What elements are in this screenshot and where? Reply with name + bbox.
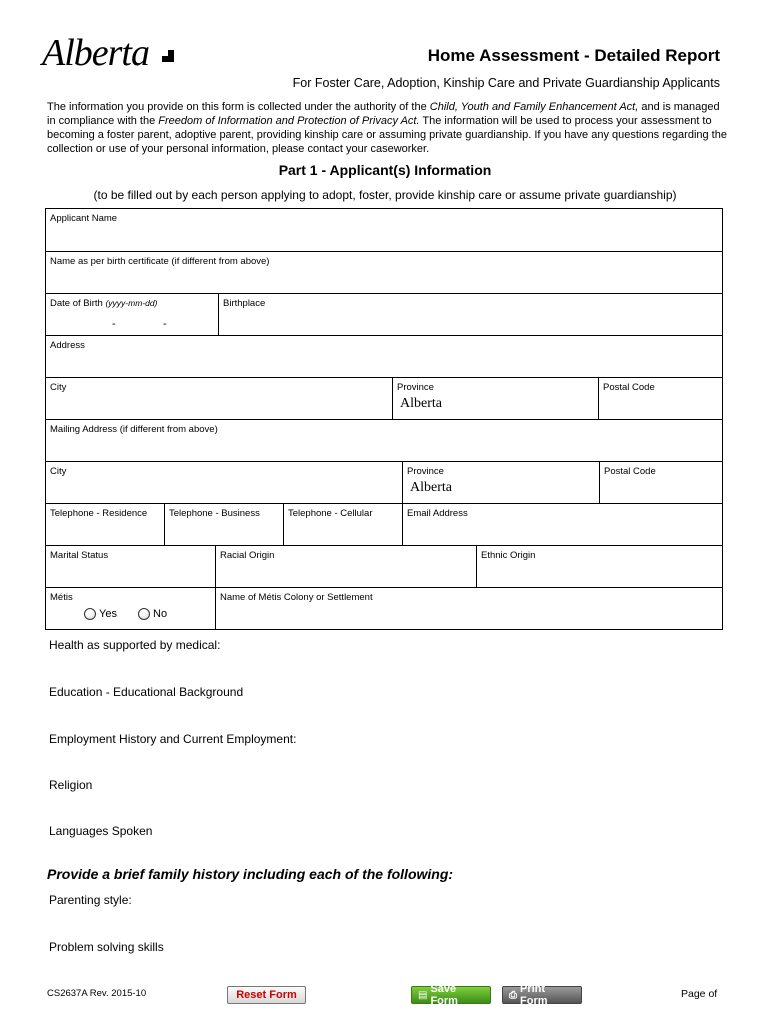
metis-colony-field[interactable] — [215, 588, 722, 629]
email-field[interactable] — [402, 504, 722, 545]
print-form-label: Print Form — [520, 983, 548, 1007]
employment-heading: Employment History and Current Employment: — [49, 732, 297, 746]
metis-yes-label: Yes — [99, 608, 117, 620]
address-field[interactable] — [46, 336, 722, 377]
applicant-name-label: Applicant Name — [50, 213, 118, 224]
ethnic-origin-label: Ethnic Origin — [481, 550, 536, 561]
racial-origin-label: Racial Origin — [220, 550, 275, 561]
postal-code-field[interactable] — [598, 378, 722, 419]
alberta-logo — [42, 32, 182, 74]
metis-no-radio[interactable] — [138, 608, 167, 620]
intro-text-3: The information will be used to process your assessment to becoming a foster parent, adoptive parent, providing kinship care or assuming private guardianship. If you have any questions regarding the collection or use of your personal information, please contact your caseworker. — [47, 115, 727, 155]
intro-paragraph — [47, 100, 727, 156]
page-title: Home Assessment - Detailed Report — [427, 46, 720, 65]
education-heading: Education - Educational Background — [49, 685, 244, 699]
province-value: Alberta — [400, 396, 442, 411]
mailing-province-value: Alberta — [410, 480, 452, 495]
tel-business-field[interactable] — [164, 504, 283, 545]
dob-sep-1: - — [112, 318, 116, 330]
metis-no-label: No — [153, 608, 168, 620]
radio-circle-icon — [138, 608, 150, 620]
dob-label: Date of Birth (yyyy-mm-dd) — [50, 298, 158, 309]
birth-cert-name-label: Name as per birth certificate (if different from above) — [50, 256, 270, 267]
province-label: Province — [397, 382, 434, 393]
health-heading: Health as supported by medical: — [49, 638, 221, 652]
birth-cert-name-field[interactable] — [46, 252, 722, 293]
mailing-postal-code-field[interactable] — [599, 462, 722, 503]
logo-text: Alberta — [42, 32, 149, 74]
tel-cellular-label: Telephone - Cellular — [288, 508, 373, 519]
applicant-name-field[interactable] — [46, 209, 722, 251]
intro-act-1: Child, Youth and Family Enhancement Act, — [429, 101, 639, 113]
marital-status-field[interactable] — [46, 546, 215, 587]
province-field[interactable] — [392, 378, 598, 419]
metis-label: Métis — [50, 592, 73, 603]
save-icon: ▤ — [418, 989, 428, 1001]
dob-sep-2: - — [163, 318, 167, 330]
dob-field[interactable] — [46, 294, 218, 335]
marital-status-label: Marital Status — [50, 550, 109, 561]
postal-code-label: Postal Code — [603, 382, 655, 393]
tel-cellular-field[interactable] — [283, 504, 402, 545]
radio-circle-icon — [84, 608, 96, 620]
save-form-button[interactable] — [411, 983, 491, 1007]
mailing-address-label: Mailing Address (if different from above) — [50, 424, 218, 435]
tel-business-label: Telephone - Business — [169, 508, 260, 519]
tel-residence-field[interactable] — [46, 504, 164, 545]
mailing-address-field[interactable] — [46, 420, 722, 461]
problem-solving-heading: Problem solving skills — [49, 940, 164, 954]
part1-subtitle: (to be filled out by each person applying to adopt, foster, provide kinship care or assume private guardianship) — [93, 188, 677, 202]
print-form-button[interactable] — [502, 983, 582, 1007]
metis-colony-label: Name of Métis Colony or Settlement — [220, 592, 373, 603]
logo-mark-icon — [162, 50, 176, 64]
religion-heading: Religion — [49, 778, 93, 792]
mailing-city-label: City — [50, 466, 67, 477]
email-label: Email Address — [407, 508, 468, 519]
address-label: Address — [50, 340, 85, 351]
printer-icon: ⎙ — [509, 989, 517, 1001]
racial-origin-field[interactable] — [215, 546, 476, 587]
city-label: City — [50, 382, 67, 393]
metis-field — [46, 588, 215, 629]
intro-text-1: The information you provide on this form is collected under the authority of the — [47, 101, 430, 113]
city-field[interactable] — [46, 378, 392, 419]
part1-title: Part 1 - Applicant(s) Information — [278, 162, 492, 178]
birthplace-label: Birthplace — [223, 298, 266, 309]
intro-act-2: Freedom of Information and Protection of Privacy Act. — [158, 115, 420, 127]
mailing-province-label: Province — [407, 466, 444, 477]
form-code: CS2637A Rev. 2015-10 — [47, 988, 147, 999]
mailing-province-field[interactable] — [402, 462, 599, 503]
birthplace-field[interactable] — [218, 294, 722, 335]
languages-heading: Languages Spoken — [49, 824, 153, 838]
reset-form-label: Reset Form — [236, 989, 297, 1001]
page-number: Page of — [681, 988, 718, 1000]
save-form-label: Save Form — [430, 983, 458, 1007]
parenting-heading: Parenting style: — [49, 893, 132, 907]
applicant-form — [45, 208, 723, 630]
family-history-heading: Provide a brief family history including each of the following: — [47, 866, 454, 882]
page-subtitle: For Foster Care, Adoption, Kinship Care and Private Guardianship Applicants — [292, 76, 720, 90]
tel-residence-label: Telephone - Residence — [50, 508, 148, 519]
ethnic-origin-field[interactable] — [476, 546, 722, 587]
intro-text-2: and is managed in compliance with the — [47, 101, 720, 127]
reset-form-button[interactable] — [227, 986, 306, 1004]
mailing-postal-code-label: Postal Code — [604, 466, 656, 477]
mailing-city-field[interactable] — [46, 462, 402, 503]
metis-yes-radio[interactable] — [84, 608, 117, 620]
